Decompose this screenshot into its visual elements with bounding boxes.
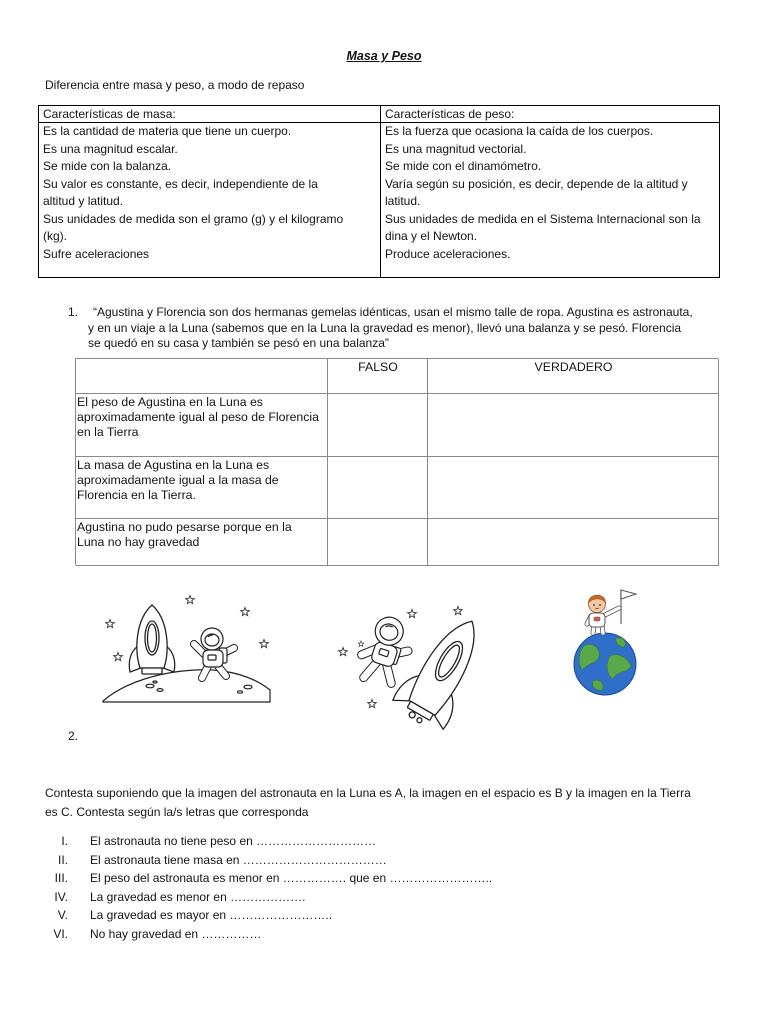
page-title: Masa y Peso — [346, 49, 422, 63]
masa-line: (kg). — [43, 229, 67, 243]
masa-line: Sus unidades de medida son el gramo (g) y el kilogramo — [43, 211, 344, 226]
masa-line: altitud y latitud. — [43, 194, 124, 208]
moon-astronaut-illustration — [100, 594, 275, 706]
statement-line: en la Tierra — [77, 425, 139, 439]
header-masa: Características de masa: — [39, 106, 381, 123]
question-2-number: 2. — [68, 729, 79, 743]
question-2-instructions — [45, 784, 691, 822]
list-text: El astronauta tiene masa en ……………………………… — [90, 852, 387, 867]
peso-line: Produce aceleraciones. — [385, 246, 511, 261]
peso-column — [381, 123, 719, 277]
peso-line: Es la fuerza que ocasiona la caída de los cuerpos. — [385, 124, 654, 138]
verdadero-answer-cell[interactable] — [428, 457, 719, 519]
question-1-line: se quedó en su casa y también se pesó en una balanza” — [88, 336, 389, 350]
peso-line: Varía según su posición, es decir, depende de la altitud y — [385, 176, 688, 191]
space-astronaut-illustration — [330, 604, 485, 728]
intro-text: Diferencia entre masa y peso, a modo de repaso — [45, 78, 305, 92]
star — [454, 607, 463, 615]
peso-line: Se mide con el dinamómetro. — [385, 159, 542, 173]
list-numeral: V. — [57, 908, 68, 923]
list-item — [0, 869, 768, 888]
header-peso: Características de peso: — [381, 106, 719, 123]
star — [260, 640, 269, 648]
statement-line: aproximadamente igual a la masa de — [77, 473, 279, 487]
statement-cell — [76, 394, 328, 457]
masa-line: Su valor es constante, es decir, independiente de la — [43, 176, 318, 191]
rocket — [129, 605, 174, 674]
star — [241, 608, 250, 616]
globe — [574, 633, 636, 695]
verdadero-answer-cell[interactable] — [428, 519, 719, 566]
header-verdadero: VERDADERO — [428, 359, 719, 394]
list-text: El astronauta no tiene peso en ………………………… — [90, 834, 377, 848]
statement-line: aproximadamente igual al peso de Florencia — [77, 410, 319, 424]
list-text: La gravedad es mayor en …………………….. — [90, 908, 333, 923]
statement-line: La masa de Agustina en la Luna es — [77, 458, 270, 472]
question-1-line: “Agustina y Florencia son dos hermanas gemelas idénticas, usan el mismo talle de ropa. Agustina es astronauta, — [93, 305, 693, 319]
list-item — [0, 906, 768, 925]
star — [358, 641, 364, 647]
instruction-line: Contesta suponiendo que la imagen del astronauta en la Luna es A, la imagen en el espacio es B y la imagen en la Tierra — [45, 786, 691, 800]
moon-surface — [103, 670, 270, 702]
statement-line: Agustina no pudo pesarse porque en la — [77, 520, 292, 534]
statement-line: El peso de Agustina en la Luna es — [77, 395, 263, 409]
list-item — [0, 888, 768, 907]
peso-line: Es una magnitud vectorial. — [385, 141, 527, 156]
header-falso: FALSO — [328, 359, 428, 394]
falso-answer-cell[interactable] — [328, 394, 428, 457]
statement-cell — [76, 457, 328, 519]
statement-line: Luna no hay gravedad — [77, 535, 200, 549]
question-2-list — [0, 832, 768, 944]
question-1-text — [88, 305, 693, 352]
masa-line: Es la cantidad de materia que tiene un cuerpo. — [43, 124, 292, 138]
falso-answer-cell[interactable] — [328, 519, 428, 566]
list-text: El peso del astronauta es menor en ……………. que en …………………….. — [90, 871, 493, 886]
earth-astronaut-illustration — [566, 586, 642, 698]
child-astronaut — [587, 590, 636, 633]
rocket — [389, 606, 498, 735]
star — [114, 653, 123, 661]
masa-column — [39, 123, 381, 277]
statement-line: Florencia en la Tierra. — [77, 488, 196, 502]
list-item — [0, 832, 768, 851]
list-item — [0, 851, 768, 870]
falso-answer-cell[interactable] — [328, 457, 428, 519]
verdadero-answer-cell[interactable] — [428, 394, 719, 457]
masa-line: Sufre aceleraciones — [43, 246, 150, 261]
question-1-number: 1. — [68, 305, 79, 319]
peso-line: dina y el Newton. — [385, 229, 478, 243]
star — [339, 648, 348, 656]
comparison-table — [38, 105, 720, 278]
statement-cell — [76, 519, 328, 566]
question-1-line: y en un viaje a la Luna (sabemos que en la Luna la gravedad es menor), llevó una balanza y se pesó. Florencia — [88, 320, 682, 335]
peso-line: Sus unidades de medida en el Sistema Internacional son la — [385, 211, 701, 226]
list-numeral: IV. — [54, 889, 68, 904]
peso-line: latitud. — [385, 194, 421, 208]
list-item — [0, 925, 768, 944]
instruction-line: es C. Contesta según la/s letras que corresponda — [45, 805, 309, 819]
masa-line: Es una magnitud escalar. — [43, 141, 178, 156]
list-numeral: I. — [61, 834, 68, 848]
list-numeral: VI. — [53, 926, 68, 941]
list-text: No hay gravedad en …………… — [90, 926, 262, 941]
astronaut — [355, 612, 416, 688]
true-false-table — [75, 358, 718, 565]
masa-line: Se mide con la balanza. — [43, 159, 172, 173]
star — [106, 620, 115, 628]
list-numeral: III. — [54, 871, 68, 886]
header-blank-cell — [76, 359, 328, 394]
star — [368, 700, 377, 708]
list-numeral: II. — [57, 852, 68, 867]
list-text: La gravedad es menor en ………………. — [90, 889, 306, 904]
star — [186, 596, 195, 604]
star — [408, 610, 417, 618]
